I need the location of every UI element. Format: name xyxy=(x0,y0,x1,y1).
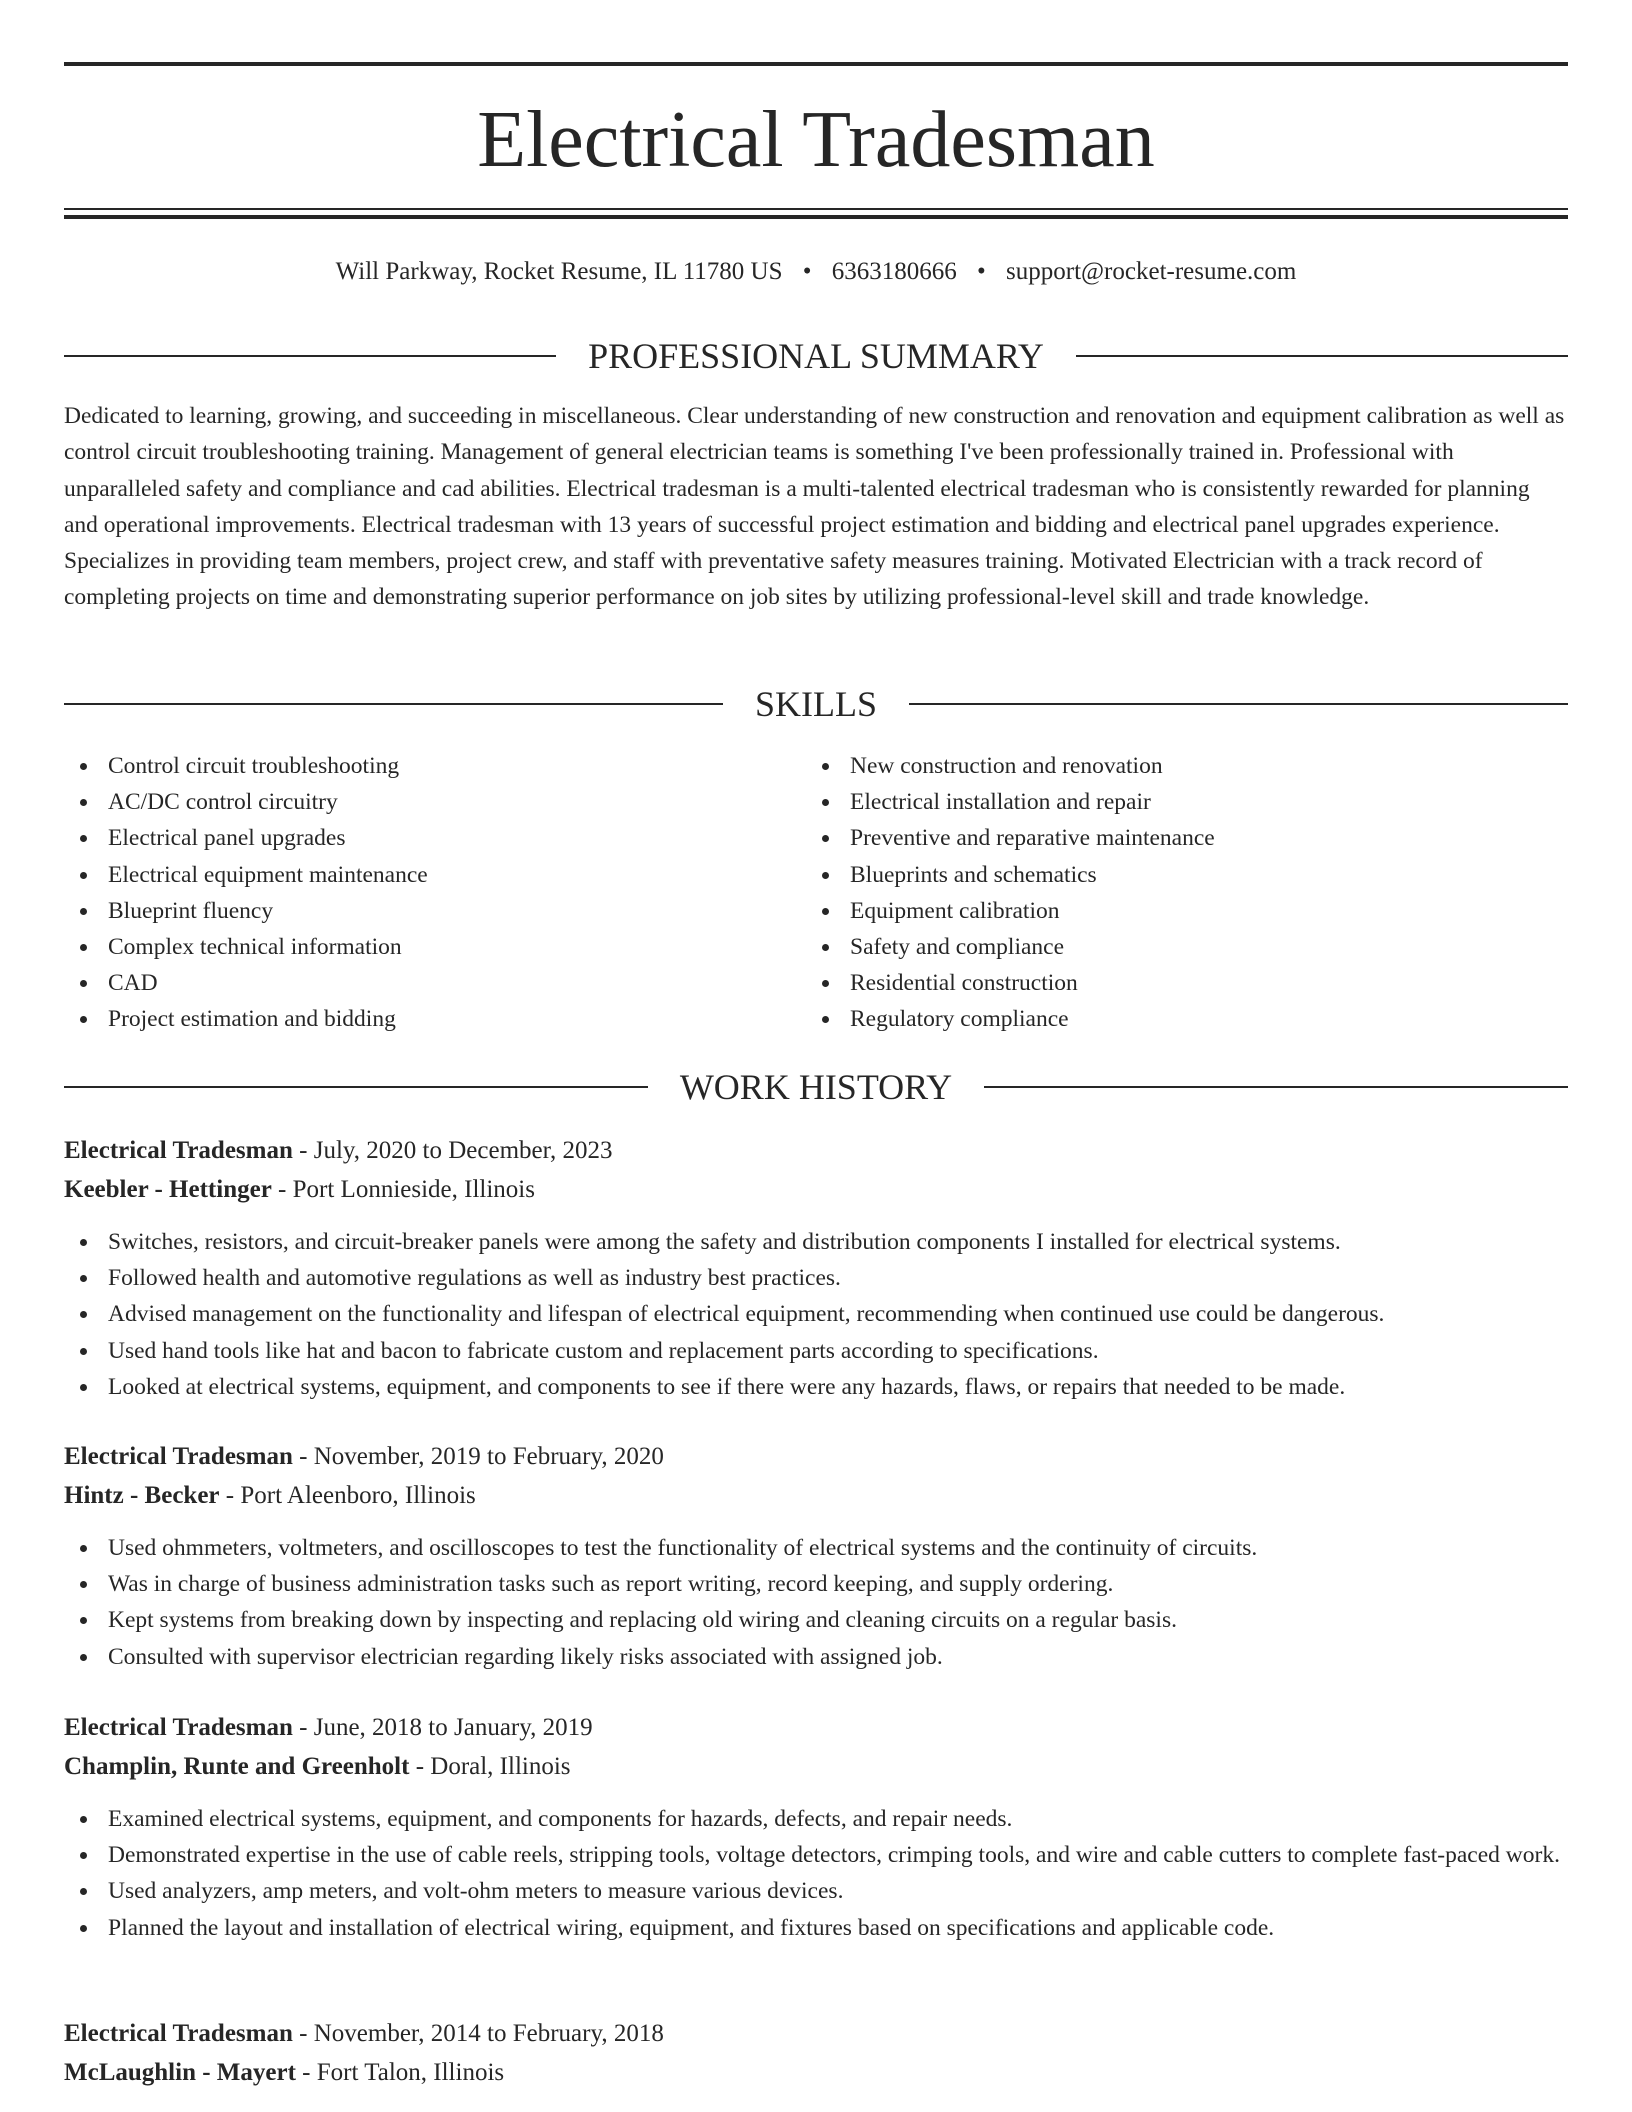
summary-text: Dedicated to learning, growing, and succeeding in miscellaneous. Clear understanding of new construction and renovation and equipment calibration as well as control circuit troubleshooting training. Management of general electrician teams is something I've been professionally trained in. Professional with unparalleled safety and compliance and cad abilities. Electrical tradesman is a multi-talented electrical tradesman who is consistently rewarded for planning and operational improvements. Electrical tradesman with 13 years of successful project estimation and bidding and electrical panel upgrades experience. Specializes in providing team members, project crew, and staff with preventative safety measures training. Motivated Electrician with a track record of completing projects on time and demonstrating superior performance on job sites by utilizing professional-level skill and trade knowledge. xyxy=(64,403,1565,611)
job-title-line xyxy=(64,1131,1568,1170)
double-rule-lower xyxy=(64,215,1568,219)
contact-separator: • xyxy=(802,258,812,285)
job-bullet: Planned the layout and installation of electrical wiring, equipment, and fixtures based on specifications and applicable code. xyxy=(64,1910,1568,1946)
contact-line xyxy=(64,255,1568,289)
contact-separator: • xyxy=(977,258,986,285)
job-entry xyxy=(64,2014,1568,2092)
job-company: Hintz - Becker xyxy=(64,1482,220,1509)
skill-item: Electrical panel upgrades xyxy=(64,820,806,856)
job-title: Electrical Tradesman xyxy=(64,2020,293,2047)
skill-item: Regulatory compliance xyxy=(806,1001,1548,1037)
skill-item: CAD xyxy=(64,965,806,1001)
skills-heading xyxy=(64,682,1568,726)
skills-column-right xyxy=(806,748,1548,1038)
job-entry xyxy=(64,1131,1568,1405)
job-title: Electrical Tradesman xyxy=(64,1714,293,1741)
job-company: Champlin, Runte and Greenholt xyxy=(64,1753,410,1780)
job-entry xyxy=(64,1708,1568,1946)
resume-name: Electrical Tradesman xyxy=(477,96,1155,184)
skill-item: Project estimation and bidding xyxy=(64,1001,806,1037)
job-dates: - November, 2014 to February, 2018 xyxy=(292,2020,664,2047)
skills-list xyxy=(64,748,1568,1038)
contact-address: Will Parkway, Rocket Resume, IL 11780 US xyxy=(335,258,783,285)
job-location: - Doral, Illinois xyxy=(409,1753,571,1780)
job-bullet: Consulted with supervisor electrician regarding likely risks associated with assigned job. xyxy=(64,1639,1568,1675)
skill-item: Electrical installation and repair xyxy=(806,784,1548,820)
skill-item: Blueprint fluency xyxy=(64,893,806,929)
job-entry xyxy=(64,1437,1568,1675)
job-bullet: Advised management on the functionality and lifespan of electrical equipment, recommending when continued use could be dangerous. xyxy=(64,1296,1568,1332)
job-company-line xyxy=(64,1747,1568,1786)
job-location: - Fort Talon, Illinois xyxy=(295,2059,505,2086)
summary-heading xyxy=(64,334,1568,378)
skill-item: Blueprints and schematics xyxy=(806,857,1548,893)
skill-item: New construction and renovation xyxy=(806,748,1548,784)
skill-item: Complex technical information xyxy=(64,929,806,965)
skill-item: Residential construction xyxy=(806,965,1548,1001)
job-location: - Port Aleenboro, Illinois xyxy=(219,1482,476,1509)
job-bullet: Demonstrated expertise in the use of cable reels, stripping tools, voltage detectors, crimping tools, and wire and cable cutters to complete fast-paced work. xyxy=(64,1837,1568,1873)
job-location: - Port Lonnieside, Illinois xyxy=(271,1176,535,1203)
job-company: Keebler - Hettinger xyxy=(64,1176,272,1203)
job-bullets xyxy=(64,1224,1568,1405)
job-bullet: Looked at electrical systems, equipment, and components to see if there were any hazards, flaws, or repairs that needed to be made. xyxy=(64,1369,1568,1405)
heading-rule xyxy=(909,703,1568,705)
contact-phone: 6363180666 xyxy=(831,258,957,285)
job-title-line xyxy=(64,1708,1568,1747)
job-dates: - July, 2020 to December, 2023 xyxy=(292,1137,613,1164)
heading-rule xyxy=(64,1086,648,1088)
job-bullets xyxy=(64,1801,1568,1946)
top-rule xyxy=(64,62,1568,66)
heading-rule xyxy=(64,703,723,705)
job-bullet: Examined electrical systems, equipment, and components for hazards, defects, and repair needs. xyxy=(64,1801,1568,1837)
skill-item: Control circuit troubleshooting xyxy=(64,748,806,784)
summary-heading-text: PROFESSIONAL SUMMARY xyxy=(588,336,1044,376)
job-company: McLaughlin - Mayert xyxy=(64,2059,296,2086)
job-bullet: Used analyzers, amp meters, and volt-ohm meters to measure various devices. xyxy=(64,1873,1568,1909)
contact-email: support@rocket-resume.com xyxy=(1006,258,1297,285)
heading-rule xyxy=(64,355,556,357)
job-title-line xyxy=(64,1437,1568,1476)
skills-heading-text: SKILLS xyxy=(755,684,878,724)
job-company-line xyxy=(64,1170,1568,1209)
skill-item: Equipment calibration xyxy=(806,893,1548,929)
skill-item: AC/DC control circuitry xyxy=(64,784,806,820)
job-bullet: Was in charge of business administration tasks such as report writing, record keeping, and supply ordering. xyxy=(64,1566,1568,1602)
job-dates: - June, 2018 to January, 2019 xyxy=(292,1714,593,1741)
heading-rule xyxy=(984,1086,1568,1088)
job-bullet: Kept systems from breaking down by inspecting and replacing old wiring and cleaning circuits on a regular basis. xyxy=(64,1602,1568,1638)
job-bullet: Used hand tools like hat and bacon to fabricate custom and replacement parts according to specifications. xyxy=(64,1333,1568,1369)
job-title: Electrical Tradesman xyxy=(64,1137,293,1164)
job-bullet: Used ohmmeters, voltmeters, and oscilloscopes to test the functionality of electrical systems and the continuity of circuits. xyxy=(64,1530,1568,1566)
work-history-heading-text: WORK HISTORY xyxy=(679,1067,953,1107)
heading-rule xyxy=(1076,355,1568,357)
skill-item: Preventive and reparative maintenance xyxy=(806,820,1548,856)
job-bullet: Switches, resistors, and circuit-breaker panels were among the safety and distribution components I installed for electrical systems. xyxy=(64,1224,1568,1260)
job-bullet: Followed health and automotive regulations as well as industry best practices. xyxy=(64,1260,1568,1296)
job-company-line xyxy=(64,2053,1568,2092)
job-title-line xyxy=(64,2014,1568,2053)
job-company-line xyxy=(64,1476,1568,1515)
skill-item: Safety and compliance xyxy=(806,929,1548,965)
skills-column-left xyxy=(64,748,806,1038)
work-history-heading xyxy=(64,1065,1568,1109)
job-bullets xyxy=(64,1530,1568,1675)
skill-item: Electrical equipment maintenance xyxy=(64,857,806,893)
job-dates: - November, 2019 to February, 2020 xyxy=(292,1443,664,1470)
double-rule-upper xyxy=(64,208,1568,210)
job-title: Electrical Tradesman xyxy=(64,1443,293,1470)
